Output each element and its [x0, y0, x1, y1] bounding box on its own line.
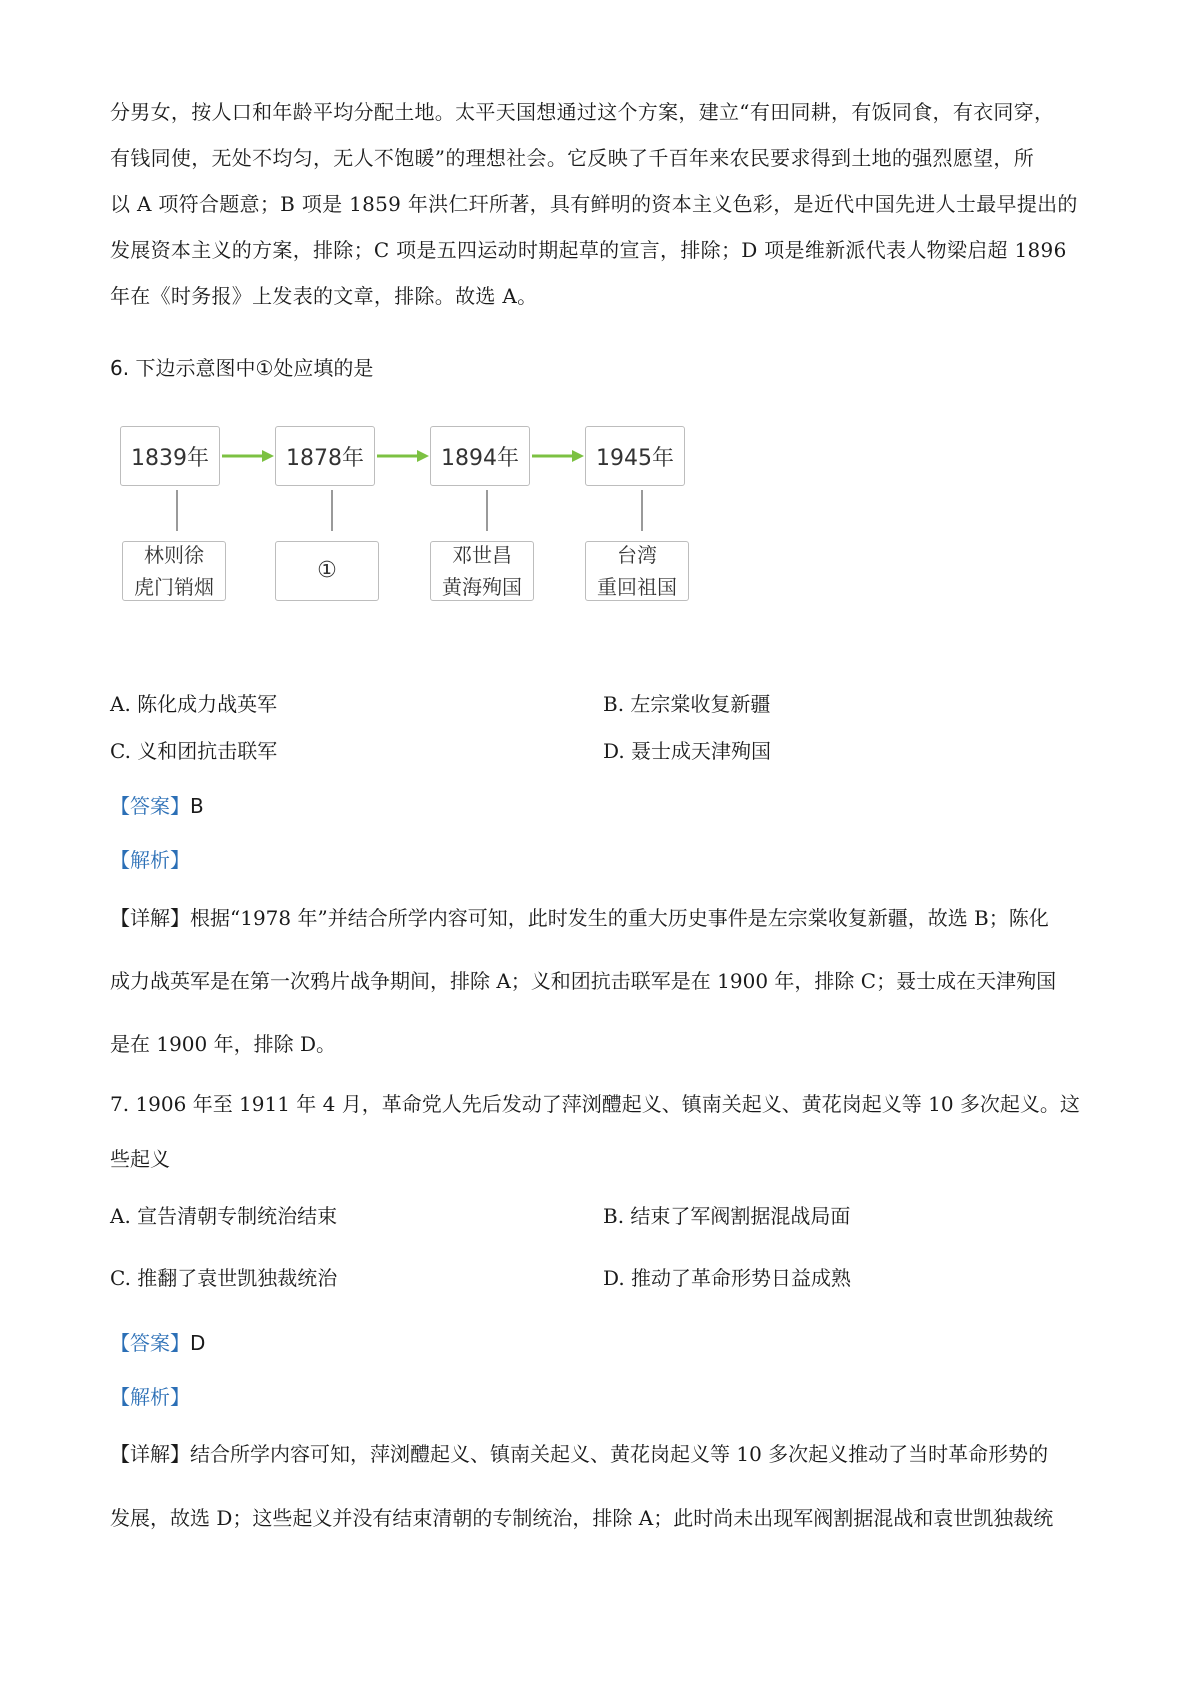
- q7-analysis-label: 【解析】: [110, 1385, 190, 1409]
- q7-answer-value: D: [190, 1331, 206, 1355]
- connector-line-2: [331, 490, 333, 531]
- continuation-line-2: 有钱同使，无处不均匀，无人不饱暖”的理想社会。它反映了千百年来农民要求得到土地的强烈愿望，所: [110, 146, 1035, 170]
- year-box-3: 1894年: [430, 426, 530, 486]
- q7-detail-line-1: [110, 1438, 1048, 1467]
- event-box-4: [585, 541, 689, 601]
- q6-detail-line-1: [110, 902, 1049, 931]
- q7-detail-text-1: 结合所学内容可知，萍浏醴起义、镇南关起义、黄花岗起义等 10 多次起义推动了当时革命形势的: [190, 1442, 1049, 1466]
- q7-detail-line-2: 发展，故选 D；这些起义并没有结束清朝的专制统治，排除 A；此时尚未出现军阀割据混战和袁世凯独裁统: [110, 1506, 1054, 1530]
- connector-line-3: [486, 490, 488, 531]
- event-box-2-blank: [275, 541, 379, 601]
- year-box-1: 1839年: [120, 426, 220, 486]
- q6-answer: [110, 790, 204, 819]
- event-2-placeholder: ①: [317, 558, 337, 583]
- continuation-line-4: 发展资本主义的方案，排除；C 项是五四运动时期起草的宣言，排除；D 项是维新派代表人物梁启超 1896: [110, 238, 1067, 262]
- q7-option-b: B. 结束了军阀割据混战局面: [603, 1204, 851, 1228]
- q7-detail-label: 【详解】: [110, 1442, 190, 1466]
- event-3-line-2: 黄海殉国: [442, 575, 522, 599]
- q6-option-b: B. 左宗棠收复新疆: [603, 692, 771, 716]
- connector-line-1: [176, 490, 178, 531]
- event-box-1: [122, 541, 226, 601]
- q7-option-a: A. 宣告清朝专制统治结束: [110, 1204, 338, 1228]
- timeline-arrow-3: [532, 448, 584, 464]
- q6-analysis-label: 【解析】: [110, 848, 190, 872]
- event-4-line-1: 台湾: [617, 543, 657, 567]
- q7-stem-line-2: 些起义: [110, 1147, 170, 1171]
- continuation-line-1: 分男女，按人口和年龄平均分配土地。太平天国想通过这个方案，建立“有田同耕，有饭同食，有衣同穿，: [110, 100, 1055, 124]
- continuation-line-3: 以 A 项符合题意；B 项是 1859 年洪仁玕所著，具有鲜明的资本主义色彩，是近代中国先进人士最早提出的: [110, 192, 1078, 216]
- event-4-line-2: 重回祖国: [597, 575, 677, 599]
- q6-detail-line-2: 成力战英军是在第一次鸦片战争期间，排除 A；义和团抗击联军是在 1900 年，排除 C；聂士成在天津殉国: [110, 969, 1057, 993]
- timeline-arrow-1: [222, 448, 274, 464]
- continuation-line-5: 年在《时务报》上发表的文章，排除。故选 A。: [110, 284, 538, 308]
- q6-detail-text-1: 根据“1978 年”并结合所学内容可知，此时发生的重大历史事件是左宗棠收复新疆，故选 B；陈化: [190, 906, 1049, 930]
- event-3-line-1: 邓世昌: [452, 543, 512, 567]
- q7-answer: [110, 1327, 205, 1356]
- year-box-2: 1878年: [275, 426, 375, 486]
- event-box-3: [430, 541, 534, 601]
- q6-option-c: C. 义和团抗击联军: [110, 739, 278, 763]
- q6-detail-line-3: 是在 1900 年，排除 D。: [110, 1032, 337, 1056]
- q6-detail-label: 【详解】: [110, 906, 190, 930]
- timeline-arrow-2: [377, 448, 429, 464]
- q6-option-d: D. 聂士成天津殉国: [603, 739, 772, 763]
- q7-stem-line-1: 7. 1906 年至 1911 年 4 月，革命党人先后发动了萍浏醴起义、镇南关起义、黄花岗起义等 10 多次起义。这: [110, 1092, 1080, 1116]
- q6-answer-value: B: [190, 794, 204, 818]
- q6-answer-label: 【答案】: [110, 794, 190, 818]
- q7-option-d: D. 推动了革命形势日益成熟: [603, 1266, 852, 1290]
- event-1-line-2: 虎门销烟: [134, 575, 214, 599]
- connector-line-4: [641, 490, 643, 531]
- q7-option-c: C. 推翻了袁世凯独裁统治: [110, 1266, 338, 1290]
- q6-stem: 6. 下边示意图中①处应填的是: [110, 356, 374, 380]
- year-box-4: 1945年: [585, 426, 685, 486]
- q7-answer-label: 【答案】: [110, 1331, 190, 1355]
- event-1-line-1: 林则徐: [144, 543, 204, 567]
- q6-option-a: A. 陈化成力战英军: [110, 692, 278, 716]
